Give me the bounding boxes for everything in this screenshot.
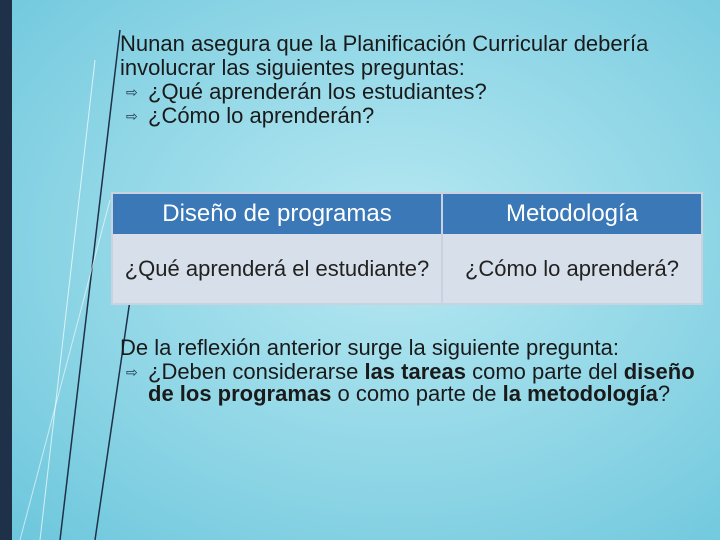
outro-part-3: o como parte de	[331, 381, 503, 406]
intro-line: Nunan asegura que la Planificación Curricular debería involucrar las siguientes preguntas:	[120, 31, 649, 80]
arrow-right-icon: ⇨	[126, 84, 138, 100]
intro-bullet-1	[120, 80, 700, 104]
arrow-right-icon: ⇨	[126, 364, 138, 380]
table-cell-methodology: ¿Cómo lo aprenderá?	[464, 255, 679, 281]
intro-bullet-2-text: ¿Cómo lo aprenderán?	[148, 103, 375, 128]
table-header-methodology: Metodología	[505, 200, 639, 227]
outro-line: De la reflexión anterior surge la siguiente pregunta:	[120, 335, 619, 360]
table-header-design: Diseño de programas	[113, 194, 443, 234]
arrow-right-icon: ⇨	[126, 108, 138, 124]
outro-part-2: como parte del	[465, 359, 624, 384]
outro-part-1: ¿Deben considerarse	[148, 359, 365, 384]
outro-text	[120, 337, 705, 405]
table-row	[113, 234, 701, 303]
intro-text	[120, 32, 700, 128]
outro-bold-methodology: la metodología	[502, 381, 658, 406]
outro-bold-design: diseño de los programas	[148, 359, 695, 406]
outro-part-4: ?	[657, 381, 671, 406]
outro-bullet	[120, 361, 705, 405]
table-header-row	[113, 194, 701, 234]
intro-bullet-1-text: ¿Qué aprenderán los estudiantes?	[148, 79, 487, 104]
comparison-table	[111, 192, 703, 305]
intro-bullet-2	[120, 104, 700, 128]
outro-bold-tasks: las tareas	[364, 359, 466, 384]
table-cell-design: ¿Qué aprenderá el estudiante?	[113, 234, 443, 303]
